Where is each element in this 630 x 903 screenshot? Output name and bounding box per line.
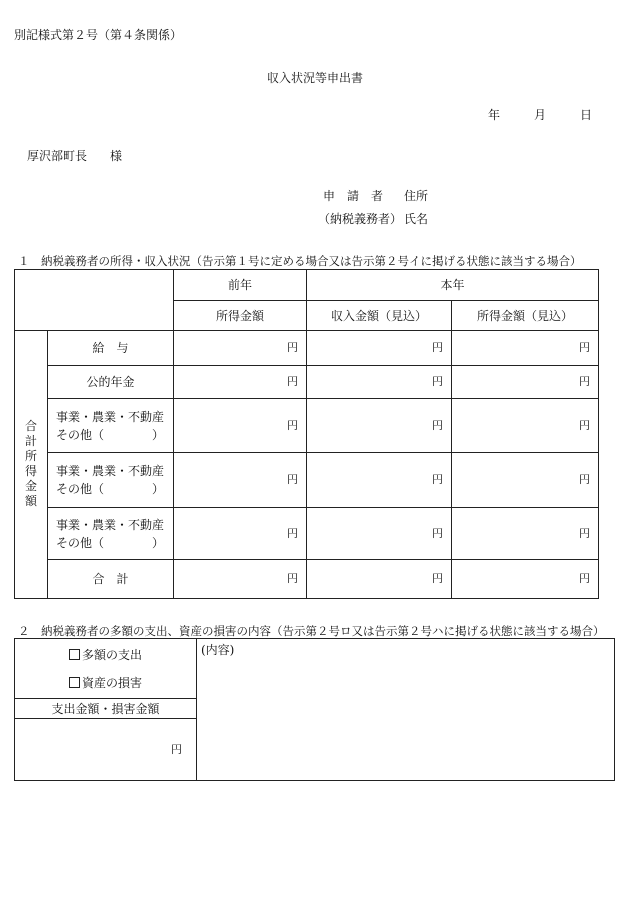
row-label-pension: 公的年金	[48, 366, 174, 399]
row-label-salary: 給 与	[48, 331, 174, 366]
header-income-amount: 所得金額	[174, 301, 307, 331]
yen-cell: 円	[452, 331, 599, 366]
header-this-year: 本年	[307, 270, 599, 301]
yen-cell: 円	[452, 453, 599, 508]
row-label-business	[48, 399, 174, 453]
yen-cell: 円	[452, 366, 599, 399]
row-label-line1: 事業・農業・不動産	[56, 517, 165, 532]
addressee: 厚沢部町長	[27, 149, 88, 163]
section1-heading: １ 納税義務者の所得・収入状況（告示第１号に定める場合又は告示第２号イに掲げる状態に該当する場合）	[18, 254, 582, 268]
checkbox-damage-label: 資産の損害	[81, 675, 142, 690]
row-label-total: 合 計	[48, 560, 174, 599]
yen-cell: 円	[307, 331, 452, 366]
row-label-line1: 事業・農業・不動産	[56, 409, 165, 424]
row-label-business	[48, 453, 174, 508]
content-label: (内容)	[201, 643, 235, 657]
yen-cell: 円	[307, 366, 452, 399]
name-label: 氏名	[404, 212, 429, 226]
checkbox-expense[interactable]	[69, 649, 80, 660]
checkbox-damage-row[interactable]	[15, 674, 196, 692]
applicant-label: 申 請 者	[323, 189, 384, 203]
form-number: 別記様式第２号（第４条関係）	[14, 28, 183, 42]
table-corner	[15, 270, 174, 331]
yen-cell: 円	[174, 453, 307, 508]
checkbox-expense-row[interactable]	[15, 646, 196, 664]
yen-cell: 円	[307, 560, 452, 599]
section2-heading: ２ 納税義務者の多額の支出、資産の損害の内容（告示第２号ロ又は告示第２号ハに掲げる状態に該当する場合）	[18, 624, 605, 638]
expense-table	[14, 638, 615, 781]
yen-cell: 円	[174, 508, 307, 560]
side-label-total-income: 合計所得金額	[15, 331, 48, 599]
amount-label: 支出金額・損害金額	[15, 699, 197, 719]
yen-cell: 円	[452, 560, 599, 599]
amount-yen-cell[interactable]: 円	[15, 719, 197, 781]
yen-cell: 円	[307, 453, 452, 508]
checkbox-damage[interactable]	[69, 677, 80, 688]
row-label-line2: その他（ ）	[56, 535, 165, 550]
yen-cell: 円	[174, 366, 307, 399]
row-label-line2: その他（ ）	[56, 482, 165, 496]
taxpayer-label: （納税義務者）	[318, 212, 403, 226]
date-day-label: 日	[580, 108, 593, 122]
yen-cell: 円	[174, 331, 307, 366]
row-label-line1: 事業・農業・不動産	[56, 464, 165, 478]
checkbox-cell	[15, 639, 197, 699]
addressee-suffix: 様	[110, 149, 123, 163]
yen-cell: 円	[452, 508, 599, 560]
row-label-business	[48, 508, 174, 560]
yen-cell: 円	[452, 399, 599, 453]
page-title: 収入状況等申出書	[267, 71, 364, 85]
header-prev-year: 前年	[174, 270, 307, 301]
address-label: 住所	[404, 189, 429, 203]
yen-cell: 円	[174, 399, 307, 453]
yen-cell: 円	[307, 399, 452, 453]
checkbox-expense-label: 多額の支出	[81, 647, 142, 662]
date-month-label: 月	[534, 108, 547, 122]
header-income-estimate: 所得金額（見込）	[452, 301, 599, 331]
date-year-label: 年	[488, 108, 501, 122]
income-table	[14, 269, 599, 599]
row-label-line2: その他（ ）	[56, 427, 165, 442]
content-cell[interactable]	[197, 639, 615, 781]
header-revenue-estimate: 収入金額（見込）	[307, 301, 452, 331]
yen-cell: 円	[307, 508, 452, 560]
yen-cell: 円	[174, 560, 307, 599]
